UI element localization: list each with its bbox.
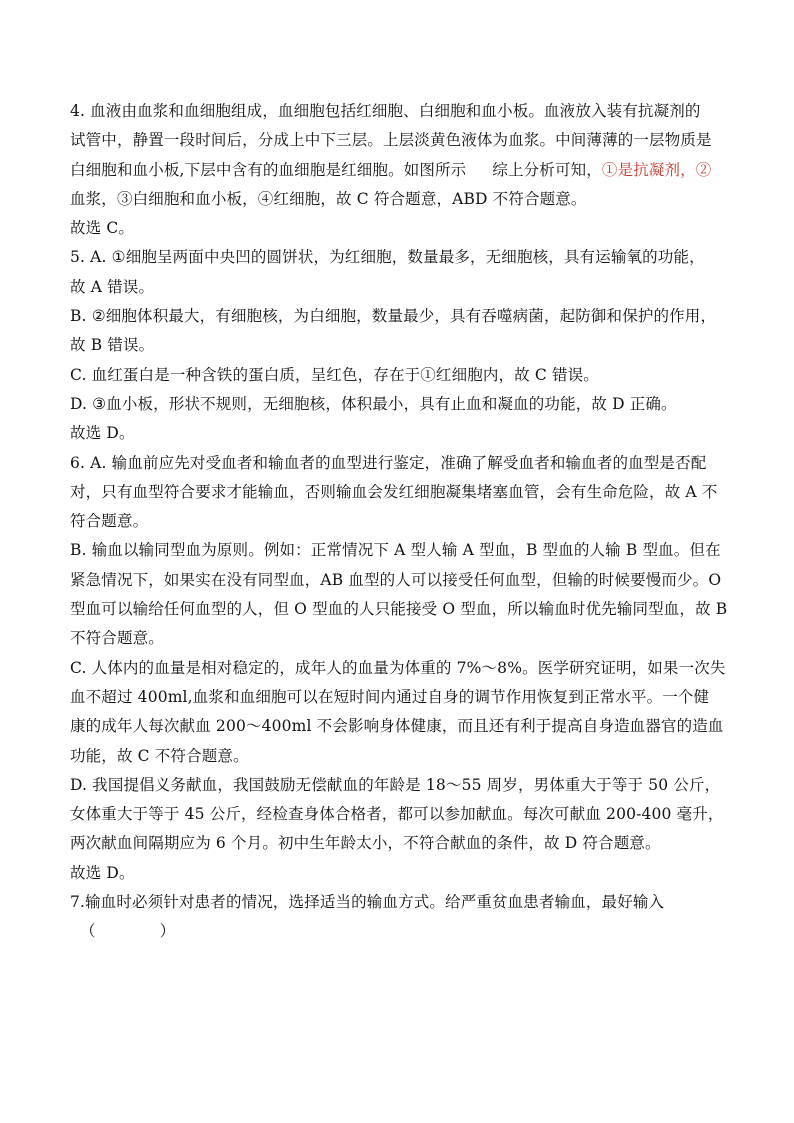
q6-option-d-line-3: 两次献血间隔期应为 6 个月。初中生年龄太小，不符合献血的条件，故 D 符合题意。 [70,834,661,853]
q6-option-b-line-2: 紧急情况下，如果实在没有同型血，AB 血型的人可以接受任何血型，但输的时候要慢而少。O [70,570,722,589]
q5-answer: 故选 D。 [70,424,135,443]
q4-summary-lead: 综上分析可知， [492,160,602,179]
q6-option-b-line-4: 不符合题意。 [70,629,164,648]
document-page [70,97,730,947]
q6-option-b-line-1: B. 输血以输同型血为原则。例如：正常情况下 A 型人输 A 型血，B 型血的人输 B 型血。但在 [70,541,721,560]
q6-option-d-line-1: D. 我国提倡义务献血，我国鼓励无偿献血的年龄是 18～55 周岁，男体重大于等于 50 公斤， [70,775,721,794]
q6-option-a-line-1: 6. A. 输血前应先对受血者和输血者的血型进行鉴定，准确了解受血者和输血者的血型是否配 [70,453,707,472]
q6-option-d-line-2: 女体重大于等于 45 公斤，经检查身体合格者，都可以参加献血。每次可献血 200-400 毫升， [70,805,724,824]
q7-paren-close: ） [159,922,176,941]
q6-answer: 故选 D。 [70,863,135,882]
q4-line-3-text: 白细胞和血小板,下层中含有的血细胞是红细胞。如图所示 [70,160,467,179]
q4-line-4: 血浆，③白细胞和血小板，④红细胞，故 C 符合题意，ABD 不符合题意。 [70,189,587,208]
q5-option-a-line-1: 5. A. ①细胞呈两面中央凹的圆饼状，为红细胞，数量最多，无细胞核，具有运输氧的功能， [70,248,705,267]
q4-highlight-anticoagulant: ①是抗凝剂，② [601,160,712,179]
q4-line-3 [70,156,730,185]
q7-answer-blank [70,917,730,946]
q5-option-a-line-2: 故 A 错误。 [70,277,155,296]
q6-option-c-line-3: 康的成年人每次献血 200～400ml 不会影响身体健康，而且还有利于提高自身造血器官的造血 [70,717,724,736]
q4-answer: 故选 C。 [70,219,135,238]
q5-option-b-line-2: 故 B 错误。 [70,336,155,355]
q6-option-a-line-3: 符合题意。 [70,512,149,531]
q6-option-b-line-3: 型血可以输给任何血型的人，但 O 型血的人只能接受 O 型血，所以输血时优先输同型血，故 B [70,600,728,619]
q6-option-c-line-4: 功能，故 C 不符合题意。 [70,746,249,765]
q7-paren-open: （ [80,922,96,941]
q6-option-c-line-1: C. 人体内的血量是相对稳定的，成年人的血量为体重的 7%～8%。医学研究证明，如果一次失 [70,658,726,677]
q5-option-c: C. 血红蛋白是一种含铁的蛋白质，呈红色，存在于①红细胞内，故 C 错误。 [70,365,599,384]
q6-option-c-line-2: 血不超过 400ml,血浆和血细胞可以在短时间内通过自身的调节作用恢复到正常水平。一个健 [70,687,710,706]
q4-line-1: 4. 血液由血浆和血细胞组成，血细胞包括红细胞、白细胞和血小板。血液放入装有抗凝剂的 [70,102,701,120]
q6-option-a-line-2: 对，只有血型符合要求才能输血，否则输血会发红细胞凝集堵塞血管，会有生命危险，故 A 不 [70,482,718,501]
q4-line-2: 试管中，静置一段时间后，分成上中下三层。上层淡黄色液体为血浆。中间薄薄的一层物质是 [70,131,712,150]
q5-option-d: D. ③血小板，形状不规则，无细胞核，体积最小，具有止血和凝血的功能，故 D 正确。 [70,394,677,413]
q7-stem: 7.输血时必须针对患者的情况，选择适当的输血方式。给严重贫血患者输血，最好输入 [70,893,665,912]
q5-option-b-line-1: B. ②细胞体积最大，有细胞核，为白细胞，数量最少，具有吞噬病菌，起防御和保护的作用， [70,307,717,326]
